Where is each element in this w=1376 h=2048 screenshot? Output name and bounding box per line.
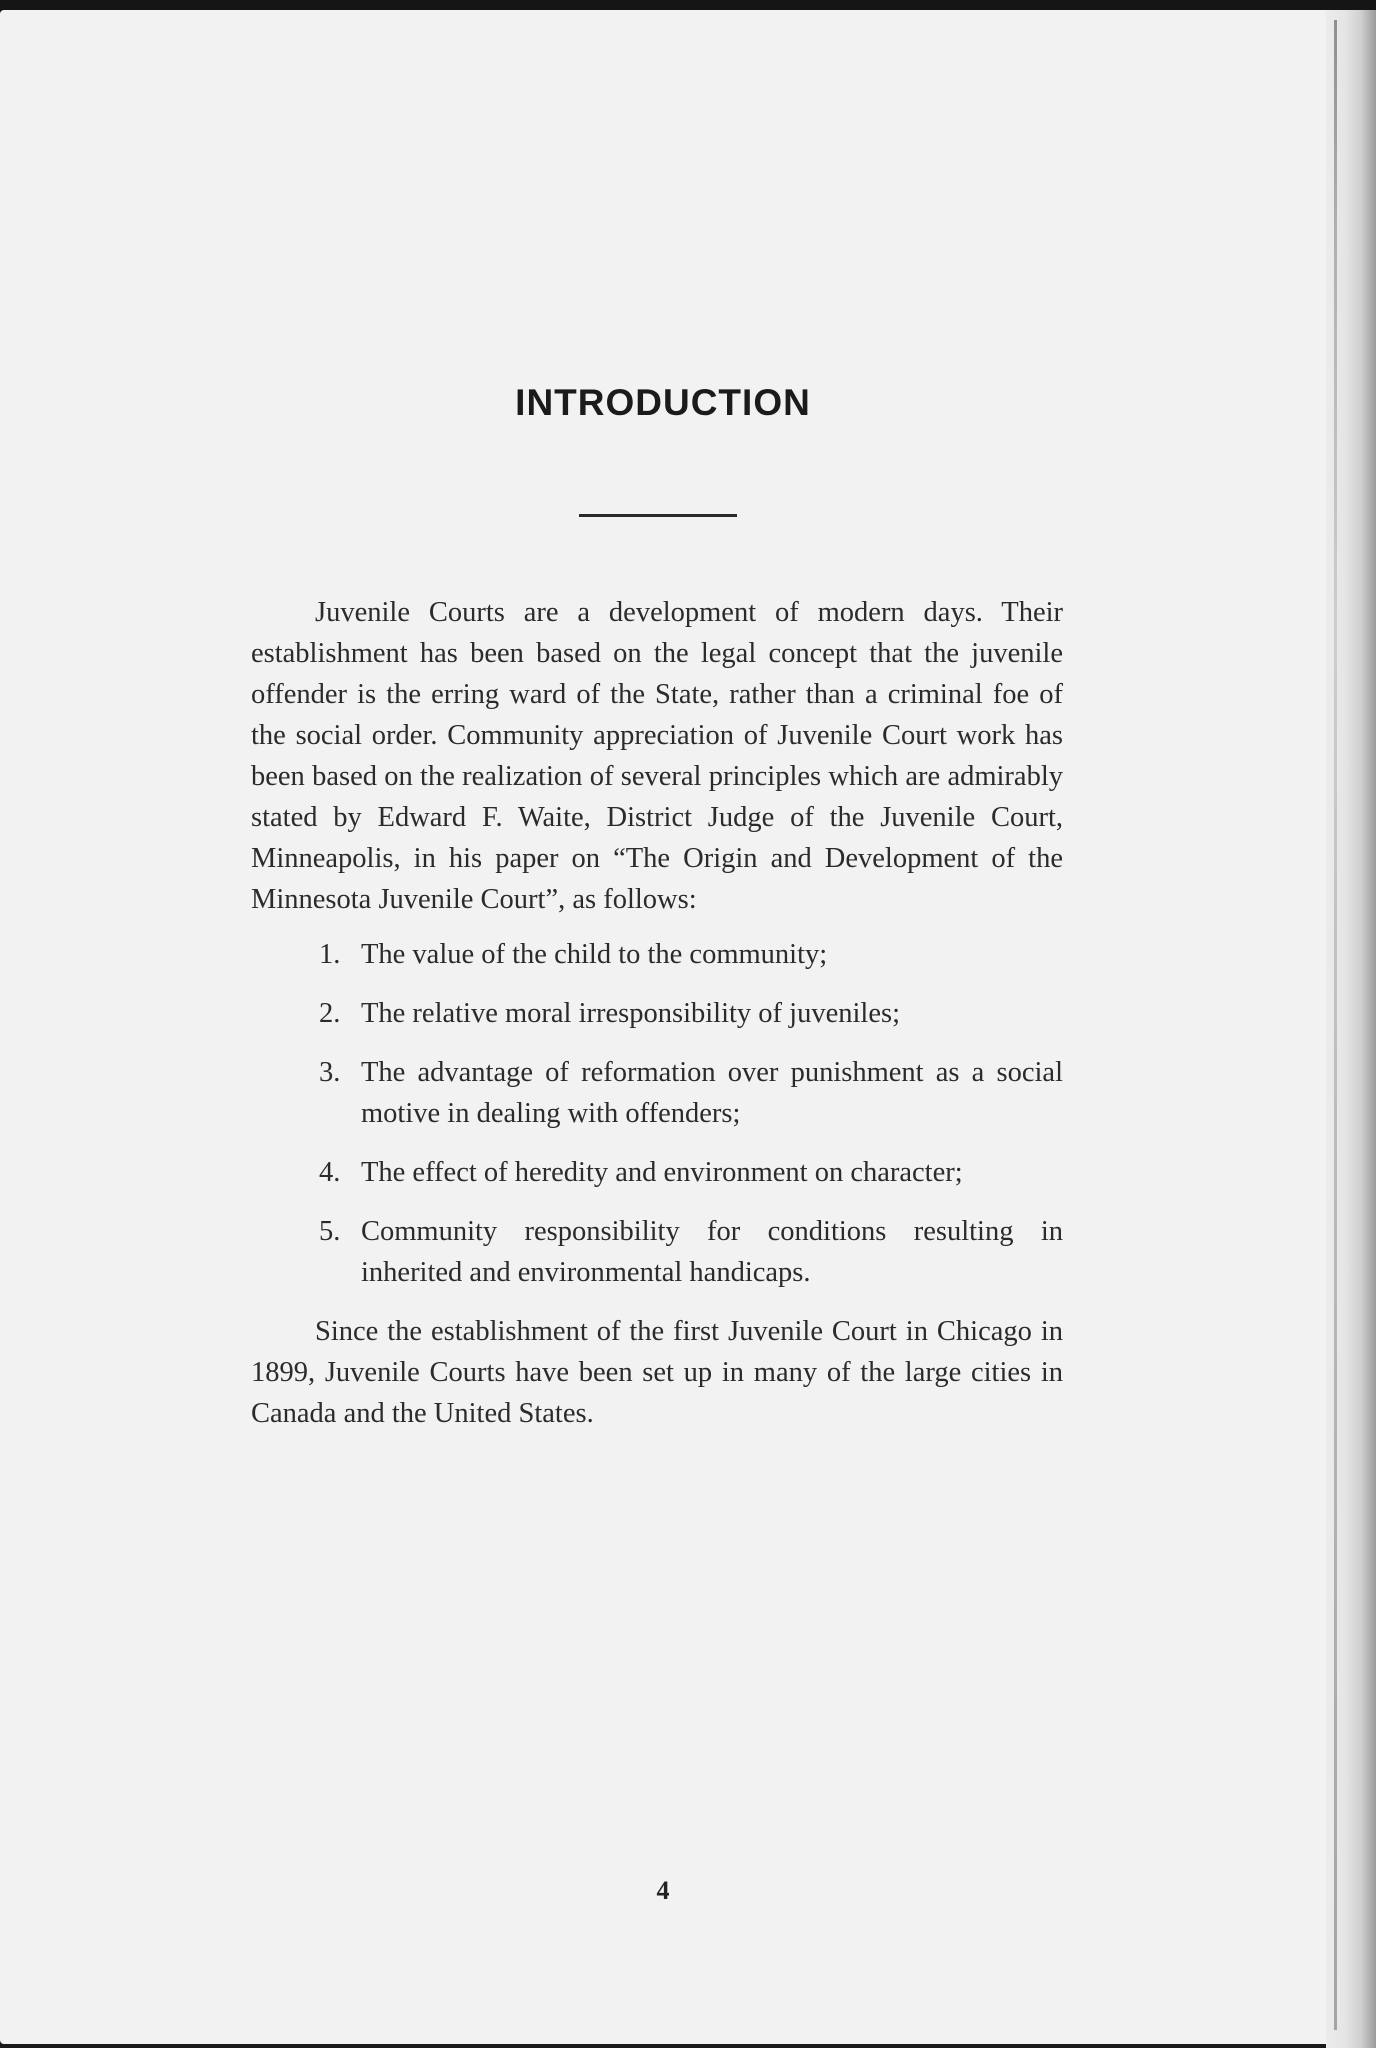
list-item	[251, 934, 1063, 975]
list-item-number: 4.	[319, 1157, 341, 1188]
list-item-text: The value of the child to the community;	[361, 939, 828, 970]
list-item	[251, 1052, 1063, 1134]
title-rule	[579, 514, 737, 517]
list-item-text: The effect of heredity and environment on character;	[361, 1157, 963, 1188]
principles-list	[251, 934, 1063, 1293]
book-page	[0, 10, 1326, 2044]
intro-paragraph: Juvenile Courts are a development of modern days. Their establishment has been based on the legal concept that the juvenile offender is the erring ward of the State, rather than a criminal foe of the social order. Community appreciation of Juvenile Court work has been based on the realization of several principles which are admirably stated by Edward F. Waite, District Judge of the Juvenile Court, Minneapolis, in his paper on “The Origin and Development of the Minnesota Juvenile Court”, as follows:	[251, 597, 1063, 915]
list-item	[251, 1211, 1063, 1293]
list-item-number: 2.	[319, 998, 341, 1029]
body-text	[251, 592, 1063, 1434]
list-item-number: 3.	[319, 1057, 341, 1088]
list-item-number: 1.	[319, 939, 341, 970]
list-item-text: Community responsibility for conditions resulting in inherited and environmental handicaps.	[361, 1216, 1063, 1288]
list-item-text: The advantage of reformation over punishment as a social motive in dealing with offenders;	[361, 1057, 1063, 1129]
list-item-text: The relative moral irresponsibility of juveniles;	[361, 998, 900, 1029]
list-item-number: 5.	[319, 1216, 341, 1247]
list-item	[251, 993, 1063, 1034]
page-number: 4	[656, 1876, 670, 1905]
closing-paragraph: Since the establishment of the first Juvenile Court in Chicago in 1899, Juvenile Courts have been set up in many of the large cities in Canada and the United States.	[251, 1316, 1063, 1429]
page-title: INTRODUCTION	[515, 382, 811, 423]
list-item	[251, 1152, 1063, 1193]
binding-edge	[1334, 20, 1337, 2030]
